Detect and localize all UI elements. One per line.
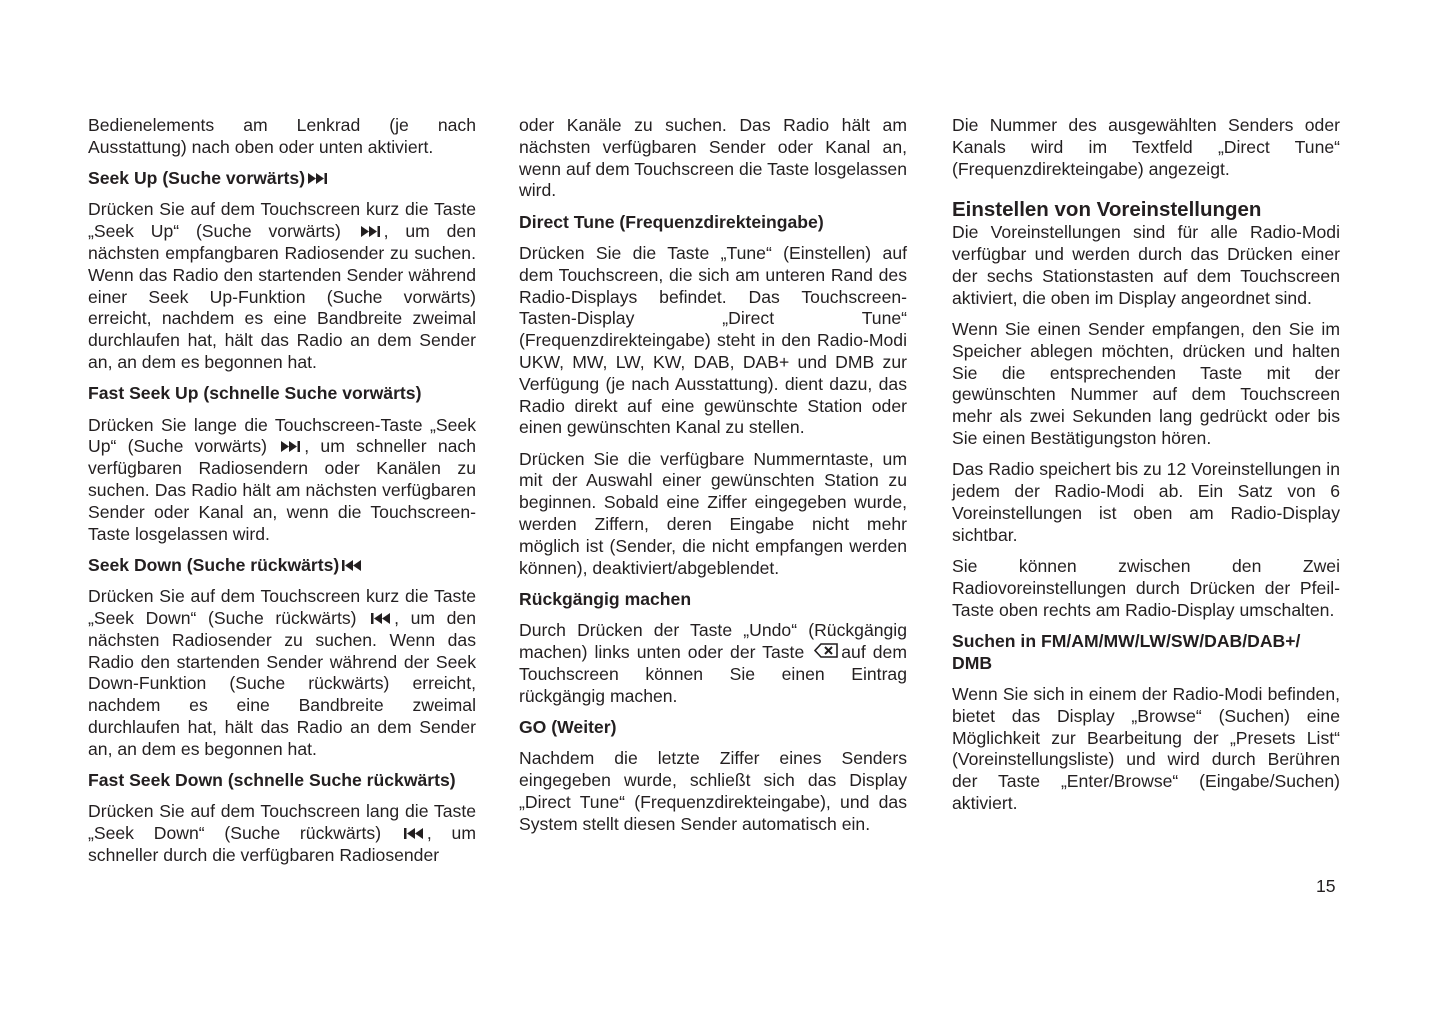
paragraph (952, 222, 1340, 309)
section-heading (88, 168, 476, 190)
paragraph (952, 459, 1340, 546)
paragraph (519, 115, 907, 202)
paragraph-text: Die Voreinstellungen sind für alle Radio-Modi verfügbar und werden durch das Drücken einer der sechs Stationstasten auf dem Touchscreen aktiviert, die oben im Display angeordnet sind. (952, 222, 1340, 308)
section-heading (88, 383, 476, 405)
heading-text: Einstellen von Voreinstellungen (952, 198, 1262, 222)
paragraph-text: oder Kanäle zu suchen. Das Radio hält am nächsten verfügbaren Sender oder Kanal an, wenn auf dem Touchscreen die Taste losgelassen wird. (519, 115, 907, 201)
heading-text: Fast Seek Up (schnelle Suche vorwärts) (88, 383, 422, 404)
paragraph (952, 556, 1340, 621)
seek-up-icon (361, 226, 381, 237)
paragraph-text: Bedienelements am Lenkrad (je nach Ausstattung) nach oben oder unten aktiviert. (88, 115, 476, 157)
paragraph (88, 115, 476, 159)
seek-up-icon (308, 173, 328, 184)
paragraph (952, 684, 1340, 815)
heading-text: Direct Tune (Frequenzdirekteingabe) (519, 211, 824, 232)
backspace-icon (814, 643, 838, 658)
section-heading (952, 631, 1340, 675)
paragraph-text: Drücken Sie lange die Touchscreen-Taste „Seek Up“ (Suche vorwärts) (88, 414, 476, 457)
paragraph (519, 620, 907, 707)
paragraph-text: , um schneller nach verfügbaren Radiosendern oder Kanälen zu suchen. Das Radio hält am nächsten verfügbaren Sender oder Kanal an, wenn die Touchscreen-Taste losgelassen wird. (88, 436, 476, 544)
paragraph (88, 199, 476, 373)
seek-down-icon (342, 560, 362, 571)
paragraph (519, 243, 907, 439)
seek-down-icon (404, 828, 424, 839)
paragraph (952, 319, 1340, 450)
paragraph-text: Das Radio speichert bis zu 12 Voreinstellungen in jedem der Radio-Modi ab. Ein Satz von 6 Voreinstellungen ist oben am Radio-Display sichtbar. (952, 459, 1340, 545)
section-heading (952, 198, 1340, 222)
paragraph-text: auf dem Touchscreen können Sie einen Eintrag rückgängig machen. (519, 642, 907, 706)
paragraph (519, 449, 907, 580)
paragraph-text: Sie können zwischen den Zwei Radiovoreinstellungen durch Drücken der Pfeil-Taste oben rechts am Radio-Display umschalten. (952, 556, 1340, 620)
heading-text: GO (Weiter) (519, 716, 617, 737)
paragraph (952, 115, 1340, 180)
paragraph (88, 586, 476, 760)
paragraph (519, 748, 907, 835)
paragraph-text: Wenn Sie einen Sender empfangen, den Sie im Speicher ablegen möchten, drücken und halten Sie die entsprechenden Taste mit der gewünschten Nummer auf dem Touchscreen mehr als zwei Sekunden lang gedrückt oder bis Sie einen Bestätigungston hören. (952, 319, 1340, 449)
seek-up-icon (281, 441, 301, 452)
section-heading (519, 589, 907, 611)
paragraph (88, 801, 476, 866)
paragraph-text: Wenn Sie sich in einem der Radio-Modi befinden, bietet das Display „Browse“ (Suchen) eine Möglichkeit zur Bearbeitung der „Presets List“ (Voreinstellungsliste) und wird durch Berühren der Taste „Enter/Browse“ (Eingabe/Suchen) aktiviert. (952, 684, 1340, 814)
paragraph-text: , um schneller durch die verfügbaren Radiosender (88, 823, 477, 865)
paragraph-text: Drücken Sie die verfügbare Nummerntaste, um mit der Auswahl einer gewünschten Station zu beginnen. Sobald eine Ziffer eingegeben wurde, werden Ziffern, deren Eingabe nicht mehr möglich ist (Sender, die nicht empfangen werden können), deaktiviert/abgeblendet. (519, 448, 907, 578)
paragraph-text: Drücken Sie auf dem Touchscreen lang die Taste „Seek Down“ (Suche rückwärts) (88, 801, 476, 844)
section-heading (519, 212, 907, 234)
section-heading (519, 717, 907, 739)
column-2 (519, 115, 907, 845)
paragraph-text: , um den nächsten Radiosender zu suchen. Wenn das Radio den startenden Sender während der Seek Down-Funktion (Suche rückwärts) erreicht, nachdem es eine Bandbreite zweimal durchlaufen hat, hält das Radio an dem Sender an, an dem es begonnen hat. (88, 607, 476, 759)
paragraph-text: Drücken Sie die Taste „Tune“ (Einstellen) auf dem Touchscreen, die sich am unteren Rand des Radio-Displays befindet. Das Touchscreen-Tasten-Display „Direct Tune“ (Frequenzdirekteingabe) steht in den Radio-Modi UKW, MW, LW, KW, DAB, DAB+ und DMB zur Verfügung (je nach Ausstattung). dient dazu, das Radio direkt auf eine gewünschte Station oder einen gewünschten Kanal zu stellen. (519, 242, 907, 438)
paragraph-text: , um den nächsten empfangbaren Radiosender zu suchen. Wenn das Radio den startenden Sender während einer Seek Up-Funktion (Suche vorwärts) erreicht, nachdem es eine Bandbreite zweimal durchlaufen hat, hält das Radio an dem Sender an, an dem es begonnen hat. (88, 221, 476, 372)
paragraph-text: Drücken Sie auf dem Touchscreen kurz die Taste „Seek Down“ (Suche rückwärts) (88, 586, 476, 628)
heading-text: Rückgängig machen (519, 588, 692, 609)
page-number: 15 (1316, 876, 1336, 896)
heading-text: Suchen in FM/AM/MW/LW/SW/DAB/DAB+/ DMB (952, 630, 1301, 673)
section-heading (88, 555, 476, 577)
paragraph-text: Drücken Sie auf dem Touchscreen kurz die Taste „Seek Up“ (Suche vorwärts) (88, 199, 476, 242)
heading-text: Seek Up (Suche vorwärts) (88, 168, 306, 189)
paragraph-text: Durch Drücken der Taste „Undo“ (Rückgängig machen) links unten oder der Taste (519, 620, 907, 663)
paragraph-text: Die Nummer des ausgewählten Senders oder Kanals wird im Textfeld „Direct Tune“ (Frequenzdirekteingabe) angezeigt. (952, 115, 1340, 179)
heading-text: Fast Seek Down (schnelle Suche rückwärts) (88, 770, 456, 791)
seek-down-icon (371, 613, 391, 624)
paragraph (88, 415, 476, 546)
section-heading (88, 770, 476, 792)
column-1 (88, 115, 476, 876)
paragraph-text: Nachdem die letzte Ziffer eines Senders eingegeben wurde, schließt sich das Display „Direct Tune“ (Frequenzdirekteingabe), und das System stellt diesen Sender automatisch ein. (519, 748, 907, 834)
column-3 (952, 115, 1340, 824)
heading-text: Seek Down (Suche rückwärts) (88, 554, 340, 575)
